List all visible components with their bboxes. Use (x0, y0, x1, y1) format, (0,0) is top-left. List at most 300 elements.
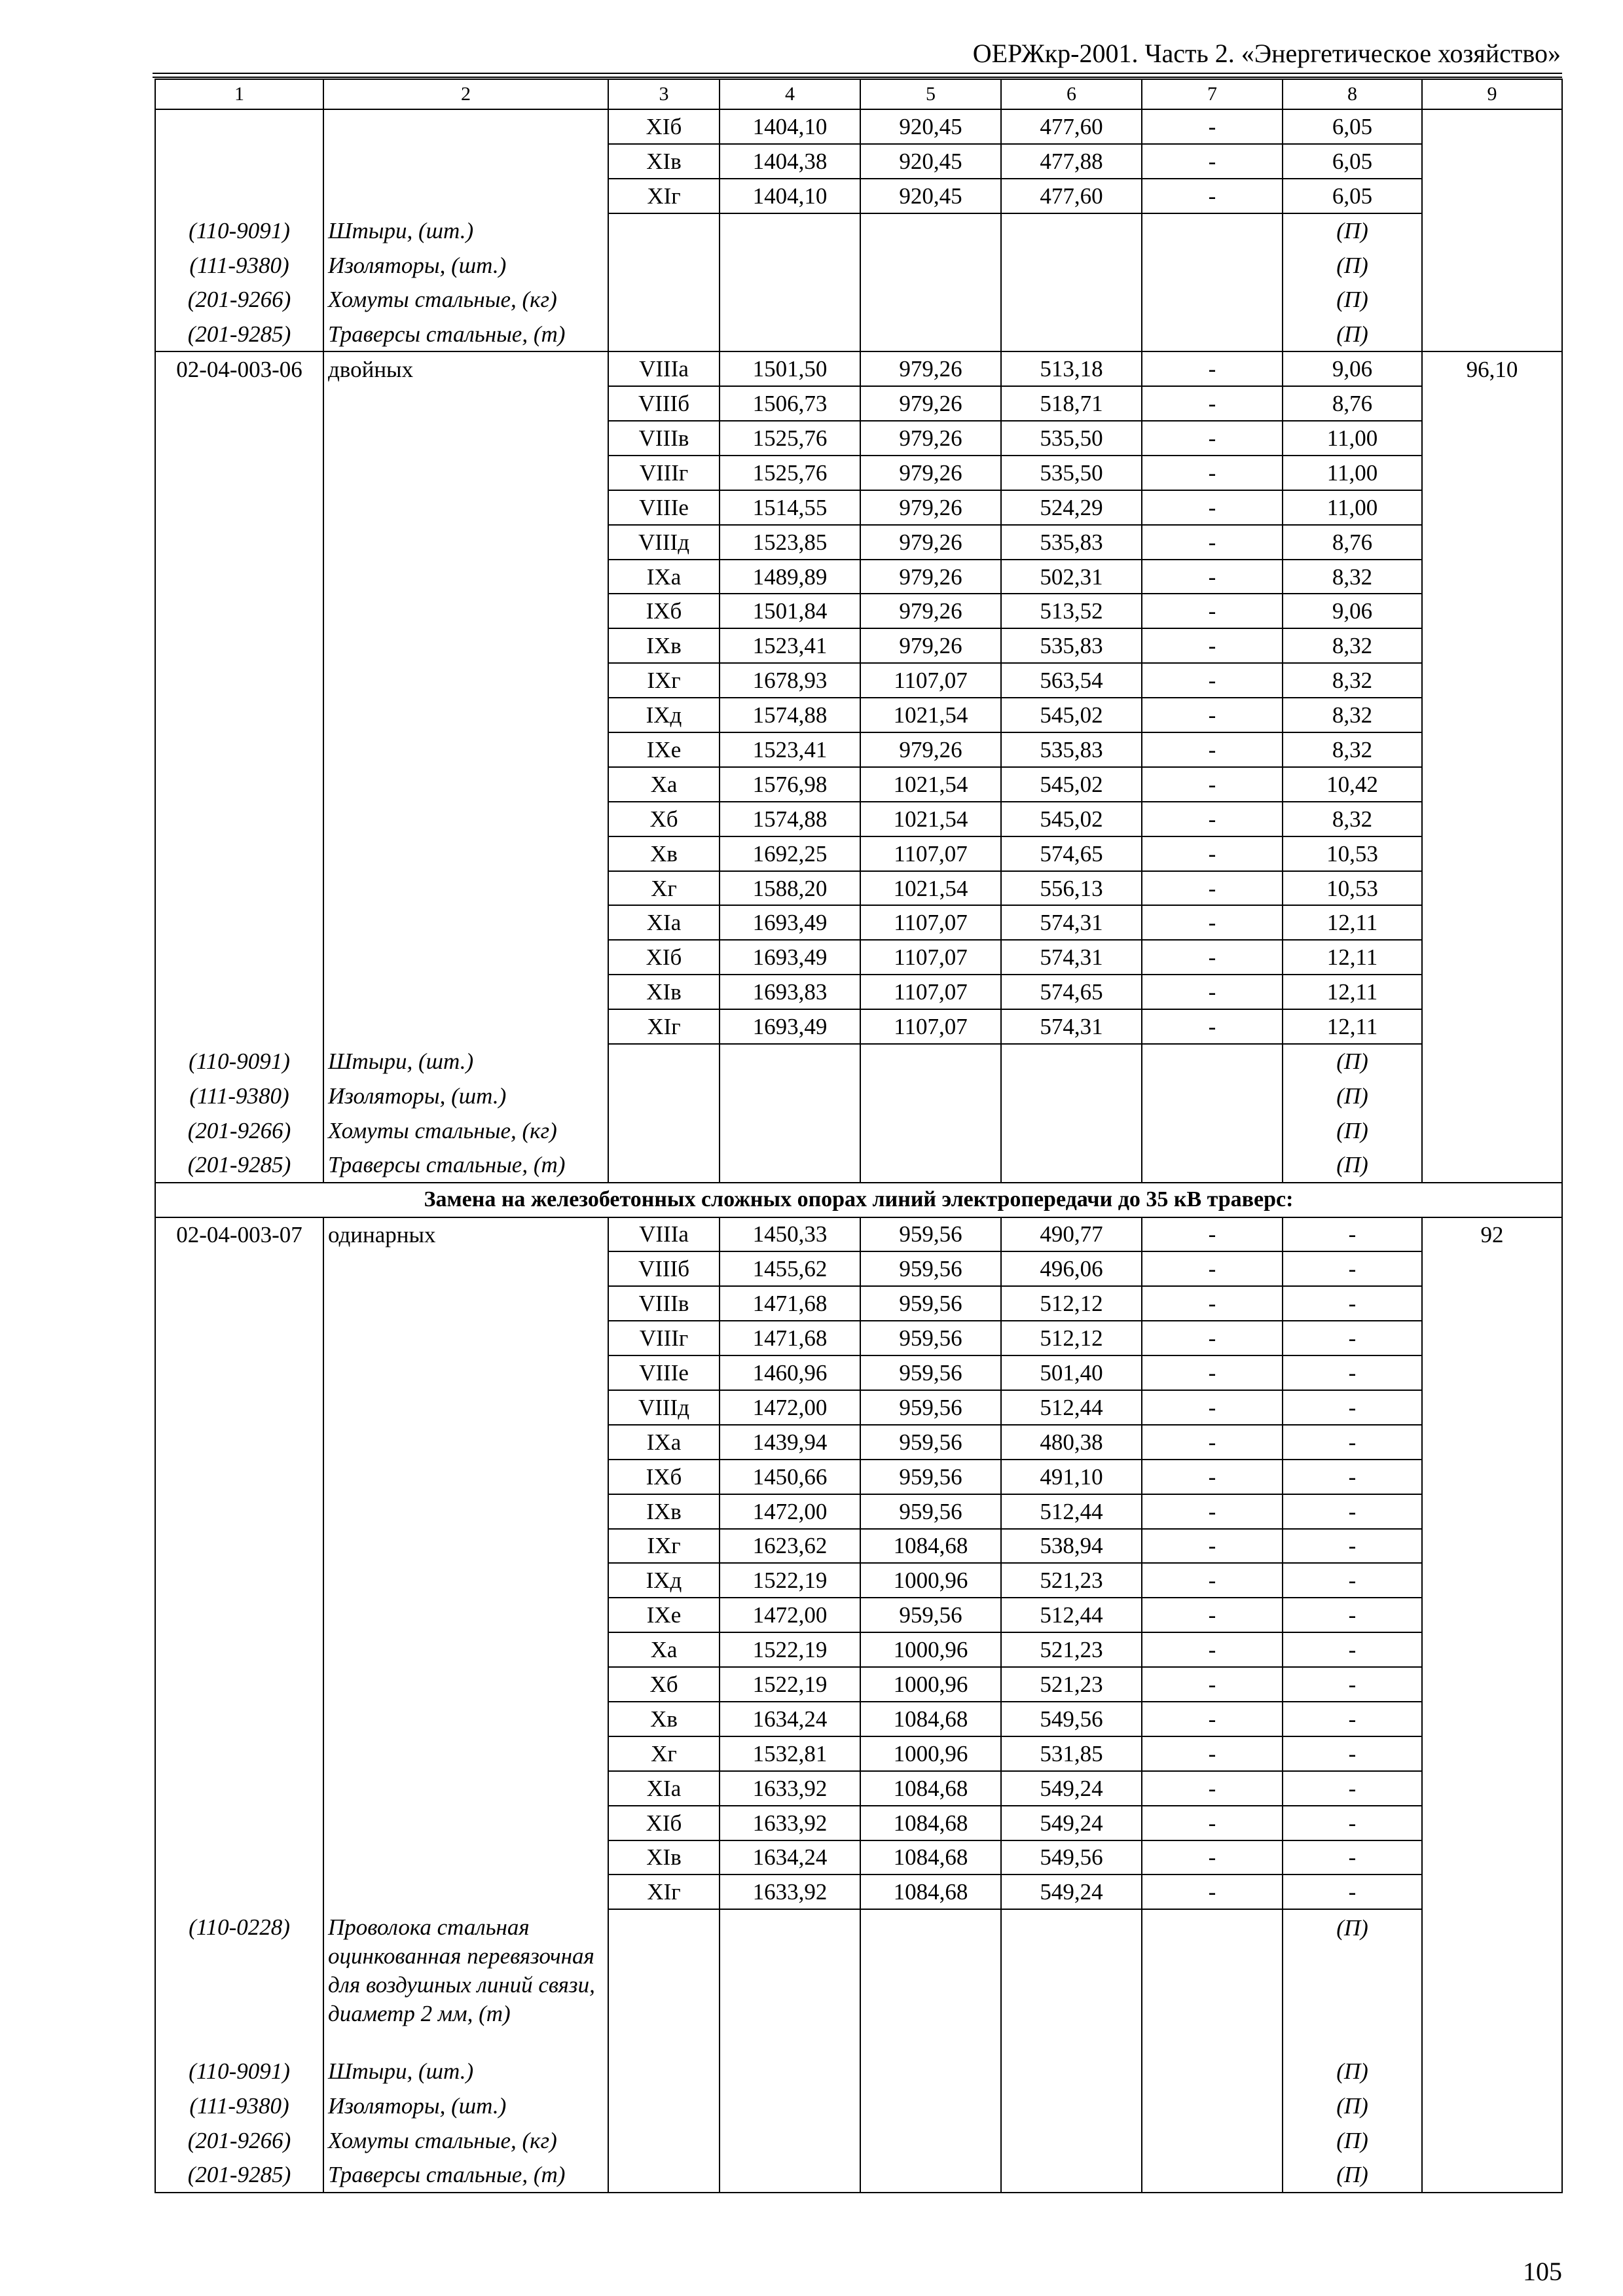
empty-cell (323, 1390, 608, 1425)
machines-cell: 535,83 (1001, 628, 1142, 663)
drivers-wages-cell: - (1142, 456, 1283, 490)
empty-cell (323, 871, 608, 906)
wages-cell: 1021,54 (860, 767, 1001, 802)
empty-cell (155, 1632, 323, 1667)
empty-cell (1422, 1840, 1562, 1875)
wages-cell: 959,56 (860, 1390, 1001, 1425)
total-cost-cell: 1523,85 (720, 525, 860, 560)
rate-name: двойных (323, 351, 608, 386)
empty-cell (323, 525, 608, 560)
empty-cell (1422, 2089, 1562, 2123)
region-cell: VIIIе (608, 490, 720, 525)
empty-cell (1422, 1044, 1562, 1079)
material-flag: (П) (1283, 213, 1422, 248)
material-name: Проволока стальная оцинкованная перевязочная для воздушных линий связи, диаметр 2 мм, (т) (323, 1909, 608, 2054)
empty-cell (155, 663, 323, 698)
empty-cell (1142, 1909, 1283, 2054)
empty-cell (1422, 802, 1562, 836)
region-cell: Xа (608, 767, 720, 802)
empty-cell (1422, 1771, 1562, 1806)
table-row (155, 1251, 1562, 1286)
table-row (155, 1425, 1562, 1460)
total-cost-cell: 1471,68 (720, 1321, 860, 1355)
wages-cell: 979,26 (860, 351, 1001, 386)
empty-cell (323, 975, 608, 1009)
materials-cell: - (1283, 1667, 1422, 1702)
drivers-wages-cell: - (1142, 109, 1283, 144)
material-row (155, 2089, 1562, 2123)
material-code: (110-9091) (155, 1044, 323, 1079)
region-cell: VIIIд (608, 1390, 720, 1425)
empty-cell (1001, 1148, 1142, 1183)
column-number: 5 (860, 79, 1001, 109)
empty-cell (323, 386, 608, 421)
total-cost-cell: 1588,20 (720, 871, 860, 906)
machines-cell: 512,44 (1001, 1390, 1142, 1425)
empty-cell (155, 1425, 323, 1460)
empty-cell (155, 1355, 323, 1390)
wages-cell: 959,56 (860, 1217, 1001, 1252)
empty-cell (323, 1632, 608, 1667)
machines-cell: 524,29 (1001, 490, 1142, 525)
empty-cell (1142, 1044, 1283, 1079)
page-header: ОЕРЖкр-2001. Часть 2. «Энергетическое хозяйство» (972, 39, 1561, 68)
materials-cell: - (1283, 1771, 1422, 1806)
region-cell: XIа (608, 905, 720, 940)
empty-cell (1142, 2089, 1283, 2123)
empty-cell (1142, 1113, 1283, 1148)
column-number: 3 (608, 79, 720, 109)
region-cell: Xв (608, 1702, 720, 1736)
materials-cell: 8,76 (1283, 525, 1422, 560)
region-cell: IXе (608, 1598, 720, 1632)
table-row (155, 386, 1562, 421)
empty-cell (1422, 1598, 1562, 1632)
empty-cell (608, 1044, 720, 1079)
empty-cell (323, 628, 608, 663)
machines-cell: 574,65 (1001, 975, 1142, 1009)
empty-cell (1422, 490, 1562, 525)
empty-cell (720, 248, 860, 283)
empty-cell (323, 698, 608, 732)
table-row (155, 1009, 1562, 1044)
wages-cell: 1000,96 (860, 1563, 1001, 1598)
empty-cell (860, 2054, 1001, 2089)
drivers-wages-cell: - (1142, 1321, 1283, 1355)
empty-cell (860, 1113, 1001, 1148)
empty-cell (155, 1251, 323, 1286)
empty-cell (323, 1840, 608, 1875)
empty-cell (1422, 1460, 1562, 1494)
total-cost-cell: 1404,38 (720, 144, 860, 179)
empty-cell (323, 179, 608, 213)
empty-cell (1422, 282, 1562, 317)
material-row (155, 282, 1562, 317)
drivers-wages-cell: - (1142, 871, 1283, 906)
table-row (155, 1355, 1562, 1390)
materials-cell: 11,00 (1283, 490, 1422, 525)
header-rule-top (153, 73, 1562, 74)
empty-cell (1422, 905, 1562, 940)
empty-cell (323, 1598, 608, 1632)
empty-cell (323, 560, 608, 594)
wages-cell: 959,56 (860, 1460, 1001, 1494)
machines-cell: 512,44 (1001, 1494, 1142, 1529)
empty-cell (1422, 871, 1562, 906)
empty-cell (155, 871, 323, 906)
region-cell: IXа (608, 560, 720, 594)
wages-cell: 1084,68 (860, 1771, 1001, 1806)
empty-cell (155, 1321, 323, 1355)
empty-cell (155, 628, 323, 663)
rate-code: 02-04-003-06 (155, 351, 323, 386)
machines-cell: 545,02 (1001, 767, 1142, 802)
empty-cell (1422, 1009, 1562, 1044)
materials-cell: 6,05 (1283, 144, 1422, 179)
drivers-wages-cell: - (1142, 628, 1283, 663)
empty-cell (720, 213, 860, 248)
machines-cell: 502,31 (1001, 560, 1142, 594)
total-cost-cell: 1633,92 (720, 1806, 860, 1840)
materials-cell: 12,11 (1283, 1009, 1422, 1044)
wages-cell: 1107,07 (860, 940, 1001, 975)
empty-cell (1422, 1806, 1562, 1840)
region-cell: XIг (608, 1009, 720, 1044)
empty-cell (1142, 282, 1283, 317)
drivers-wages-cell: - (1142, 767, 1283, 802)
region-cell: IXг (608, 663, 720, 698)
machines-cell: 521,23 (1001, 1632, 1142, 1667)
empty-cell (860, 282, 1001, 317)
wages-cell: 959,56 (860, 1286, 1001, 1321)
machines-cell: 574,31 (1001, 1009, 1142, 1044)
wages-cell: 1084,68 (860, 1874, 1001, 1909)
drivers-wages-cell: - (1142, 905, 1283, 940)
empty-cell (323, 490, 608, 525)
material-code: (201-9266) (155, 2123, 323, 2158)
total-cost-cell: 1634,24 (720, 1702, 860, 1736)
machines-cell: 513,52 (1001, 594, 1142, 628)
materials-cell: 8,32 (1283, 628, 1422, 663)
table-row (155, 1321, 1562, 1355)
empty-cell (1422, 1251, 1562, 1286)
drivers-wages-cell: - (1142, 1771, 1283, 1806)
material-code: (111-9380) (155, 2089, 323, 2123)
empty-cell (860, 2158, 1001, 2193)
machines-cell: 535,83 (1001, 525, 1142, 560)
material-flag: (П) (1283, 1079, 1422, 1113)
material-name: Изоляторы, (шт.) (323, 1079, 608, 1113)
material-flag: (П) (1283, 248, 1422, 283)
empty-cell (860, 1044, 1001, 1079)
material-code: (111-9380) (155, 1079, 323, 1113)
region-cell: Xб (608, 802, 720, 836)
wages-cell: 1000,96 (860, 1632, 1001, 1667)
empty-cell (720, 1113, 860, 1148)
total-cost-cell: 1633,92 (720, 1874, 860, 1909)
material-row (155, 1148, 1562, 1183)
materials-cell: - (1283, 1425, 1422, 1460)
empty-cell (155, 732, 323, 767)
table-row (155, 940, 1562, 975)
empty-cell (155, 1598, 323, 1632)
machines-cell: 574,31 (1001, 940, 1142, 975)
region-cell: XIв (608, 144, 720, 179)
empty-cell (720, 1148, 860, 1183)
rate-name: одинарных (323, 1217, 608, 1252)
empty-cell (1422, 940, 1562, 975)
wages-cell: 1107,07 (860, 663, 1001, 698)
material-flag: (П) (1283, 1044, 1422, 1079)
table-row (155, 490, 1562, 525)
empty-cell (323, 905, 608, 940)
region-cell: VIIIа (608, 351, 720, 386)
empty-cell (155, 1840, 323, 1875)
empty-cell (1422, 2054, 1562, 2089)
empty-cell (608, 2123, 720, 2158)
empty-cell (323, 1529, 608, 1564)
region-cell: VIIIг (608, 456, 720, 490)
empty-cell (1142, 2123, 1283, 2158)
total-cost-cell: 1450,66 (720, 1460, 860, 1494)
material-name: Штыри, (шт.) (323, 1044, 608, 1079)
drivers-wages-cell: - (1142, 1598, 1283, 1632)
materials-cell: - (1283, 1598, 1422, 1632)
material-flag: (П) (1283, 282, 1422, 317)
empty-cell (155, 525, 323, 560)
material-row (155, 1079, 1562, 1113)
material-row (155, 317, 1562, 351)
drivers-wages-cell: - (1142, 698, 1283, 732)
empty-cell (1142, 248, 1283, 283)
materials-cell: 8,32 (1283, 698, 1422, 732)
empty-cell (155, 1736, 323, 1771)
total-cost-cell: 1501,50 (720, 351, 860, 386)
region-cell: VIIIд (608, 525, 720, 560)
drivers-wages-cell: - (1142, 1529, 1283, 1564)
table-row (155, 179, 1562, 213)
materials-cell: - (1283, 1529, 1422, 1564)
materials-cell: 12,11 (1283, 975, 1422, 1009)
region-cell: VIIIв (608, 1286, 720, 1321)
empty-cell (323, 1425, 608, 1460)
table-row (155, 1598, 1562, 1632)
materials-cell: 8,32 (1283, 663, 1422, 698)
total-cost-cell: 1439,94 (720, 1425, 860, 1460)
empty-cell (323, 836, 608, 871)
material-flag: (П) (1283, 2089, 1422, 2123)
machines-cell: 512,12 (1001, 1286, 1142, 1321)
empty-cell (720, 1044, 860, 1079)
material-flag: (П) (1283, 1909, 1422, 2054)
column-number: 6 (1001, 79, 1142, 109)
total-cost-cell: 1472,00 (720, 1598, 860, 1632)
machines-cell: 512,12 (1001, 1321, 1142, 1355)
region-cell: VIIIе (608, 1355, 720, 1390)
empty-cell (323, 1355, 608, 1390)
wages-cell: 979,26 (860, 628, 1001, 663)
material-row (155, 2054, 1562, 2089)
empty-cell (1422, 1286, 1562, 1321)
total-cost-cell: 1693,49 (720, 940, 860, 975)
region-cell: XIг (608, 1874, 720, 1909)
empty-cell (1422, 1702, 1562, 1736)
empty-cell (323, 1286, 608, 1321)
empty-cell (323, 1667, 608, 1702)
material-name: Штыри, (шт.) (323, 2054, 608, 2089)
empty-cell (155, 698, 323, 732)
total-cost-cell: 1506,73 (720, 386, 860, 421)
materials-cell: 10,42 (1283, 767, 1422, 802)
materials-cell: - (1283, 1494, 1422, 1529)
material-flag: (П) (1283, 1148, 1422, 1183)
empty-cell (1422, 1736, 1562, 1771)
drivers-wages-cell: - (1142, 836, 1283, 871)
section-title: Замена на железобетонных сложных опорах линий электропередачи до 35 кВ траверс: (155, 1183, 1562, 1217)
wages-cell: 959,56 (860, 1425, 1001, 1460)
table-row (155, 1702, 1562, 1736)
table-row (155, 663, 1562, 698)
drivers-wages-cell: - (1142, 1217, 1283, 1252)
drivers-wages-cell: - (1142, 1874, 1283, 1909)
empty-cell (860, 2089, 1001, 2123)
empty-cell (155, 975, 323, 1009)
materials-cell: - (1283, 1563, 1422, 1598)
empty-cell (720, 282, 860, 317)
table-row (155, 525, 1562, 560)
wages-cell: 1107,07 (860, 975, 1001, 1009)
column-number: 7 (1142, 79, 1283, 109)
region-cell: Xг (608, 871, 720, 906)
empty-cell (860, 1148, 1001, 1183)
empty-cell (323, 1874, 608, 1909)
empty-cell (720, 1909, 860, 2054)
region-cell: IXд (608, 1563, 720, 1598)
table-row (155, 1771, 1562, 1806)
region-cell: IXв (608, 1494, 720, 1529)
wages-cell: 1021,54 (860, 698, 1001, 732)
table-row (155, 1632, 1562, 1667)
total-cost-cell: 1489,89 (720, 560, 860, 594)
machines-cell: 521,23 (1001, 1563, 1142, 1598)
empty-cell (608, 2158, 720, 2193)
table-row (155, 1667, 1562, 1702)
empty-cell (1001, 317, 1142, 351)
material-row (155, 1909, 1562, 2054)
material-flag: (П) (1283, 2158, 1422, 2193)
region-cell: Xб (608, 1667, 720, 1702)
material-name: Хомуты стальные, (кг) (323, 1113, 608, 1148)
empty-cell (1422, 1632, 1562, 1667)
empty-cell (1422, 698, 1562, 732)
rates-table (155, 79, 1563, 2193)
drivers-wages-cell: - (1142, 1286, 1283, 1321)
materials-cell: - (1283, 1217, 1422, 1252)
total-cost-cell: 1522,19 (720, 1563, 860, 1598)
empty-cell (323, 594, 608, 628)
empty-cell (1422, 386, 1562, 421)
material-name: Хомуты стальные, (кг) (323, 282, 608, 317)
materials-cell: 10,53 (1283, 836, 1422, 871)
table-row (155, 1217, 1562, 1252)
machines-cell: 501,40 (1001, 1355, 1142, 1390)
empty-cell (1422, 1355, 1562, 1390)
wages-cell: 1084,68 (860, 1702, 1001, 1736)
drivers-wages-cell: - (1142, 1494, 1283, 1529)
region-cell: Xв (608, 836, 720, 871)
drivers-wages-cell: - (1142, 663, 1283, 698)
total-cost-cell: 1404,10 (720, 109, 860, 144)
empty-cell (1142, 317, 1283, 351)
wages-cell: 979,26 (860, 386, 1001, 421)
wages-cell: 979,26 (860, 490, 1001, 525)
table-row (155, 109, 1562, 144)
machines-cell: 490,77 (1001, 1217, 1142, 1252)
empty-cell (323, 1494, 608, 1529)
material-name: Траверсы стальные, (т) (323, 1148, 608, 1183)
drivers-wages-cell: - (1142, 1806, 1283, 1840)
total-cost-cell: 1501,84 (720, 594, 860, 628)
empty-cell (155, 1494, 323, 1529)
empty-cell (608, 317, 720, 351)
drivers-wages-cell: - (1142, 1840, 1283, 1875)
empty-cell (1422, 248, 1562, 283)
machines-cell: 563,54 (1001, 663, 1142, 698)
material-flag: (П) (1283, 2054, 1422, 2089)
empty-cell (155, 940, 323, 975)
total-cost-cell: 1532,81 (720, 1736, 860, 1771)
empty-cell (1142, 2158, 1283, 2193)
machines-cell: 491,10 (1001, 1460, 1142, 1494)
empty-cell (1422, 317, 1562, 351)
material-flag: (П) (1283, 2123, 1422, 2158)
empty-cell (720, 2089, 860, 2123)
empty-cell (323, 1771, 608, 1806)
total-cost-cell: 1450,33 (720, 1217, 860, 1252)
empty-cell (1422, 767, 1562, 802)
drivers-wages-cell: - (1142, 940, 1283, 975)
region-cell: XIб (608, 109, 720, 144)
total-cost-cell: 1514,55 (720, 490, 860, 525)
material-row (155, 213, 1562, 248)
empty-cell (1422, 1148, 1562, 1183)
region-cell: VIIIб (608, 386, 720, 421)
empty-cell (1001, 2089, 1142, 2123)
material-code: (110-0228) (155, 1909, 323, 2054)
column-number: 8 (1283, 79, 1422, 109)
empty-cell (155, 767, 323, 802)
wages-cell: 920,45 (860, 144, 1001, 179)
drivers-wages-cell: - (1142, 1425, 1283, 1460)
drivers-wages-cell: - (1142, 490, 1283, 525)
machines-cell: 549,56 (1001, 1702, 1142, 1736)
empty-cell (323, 1563, 608, 1598)
drivers-wages-cell: - (1142, 179, 1283, 213)
empty-cell (1422, 1494, 1562, 1529)
empty-cell (155, 1667, 323, 1702)
table-row (155, 1494, 1562, 1529)
empty-cell (1142, 213, 1283, 248)
empty-cell (323, 144, 608, 179)
total-cost-cell: 1455,62 (720, 1251, 860, 1286)
table-row (155, 836, 1562, 871)
machines-cell: 480,38 (1001, 1425, 1142, 1460)
empty-cell (155, 1702, 323, 1736)
machines-cell: 549,24 (1001, 1874, 1142, 1909)
total-cost-cell: 1525,76 (720, 456, 860, 490)
wages-cell: 979,26 (860, 594, 1001, 628)
machines-cell: 549,24 (1001, 1806, 1142, 1840)
